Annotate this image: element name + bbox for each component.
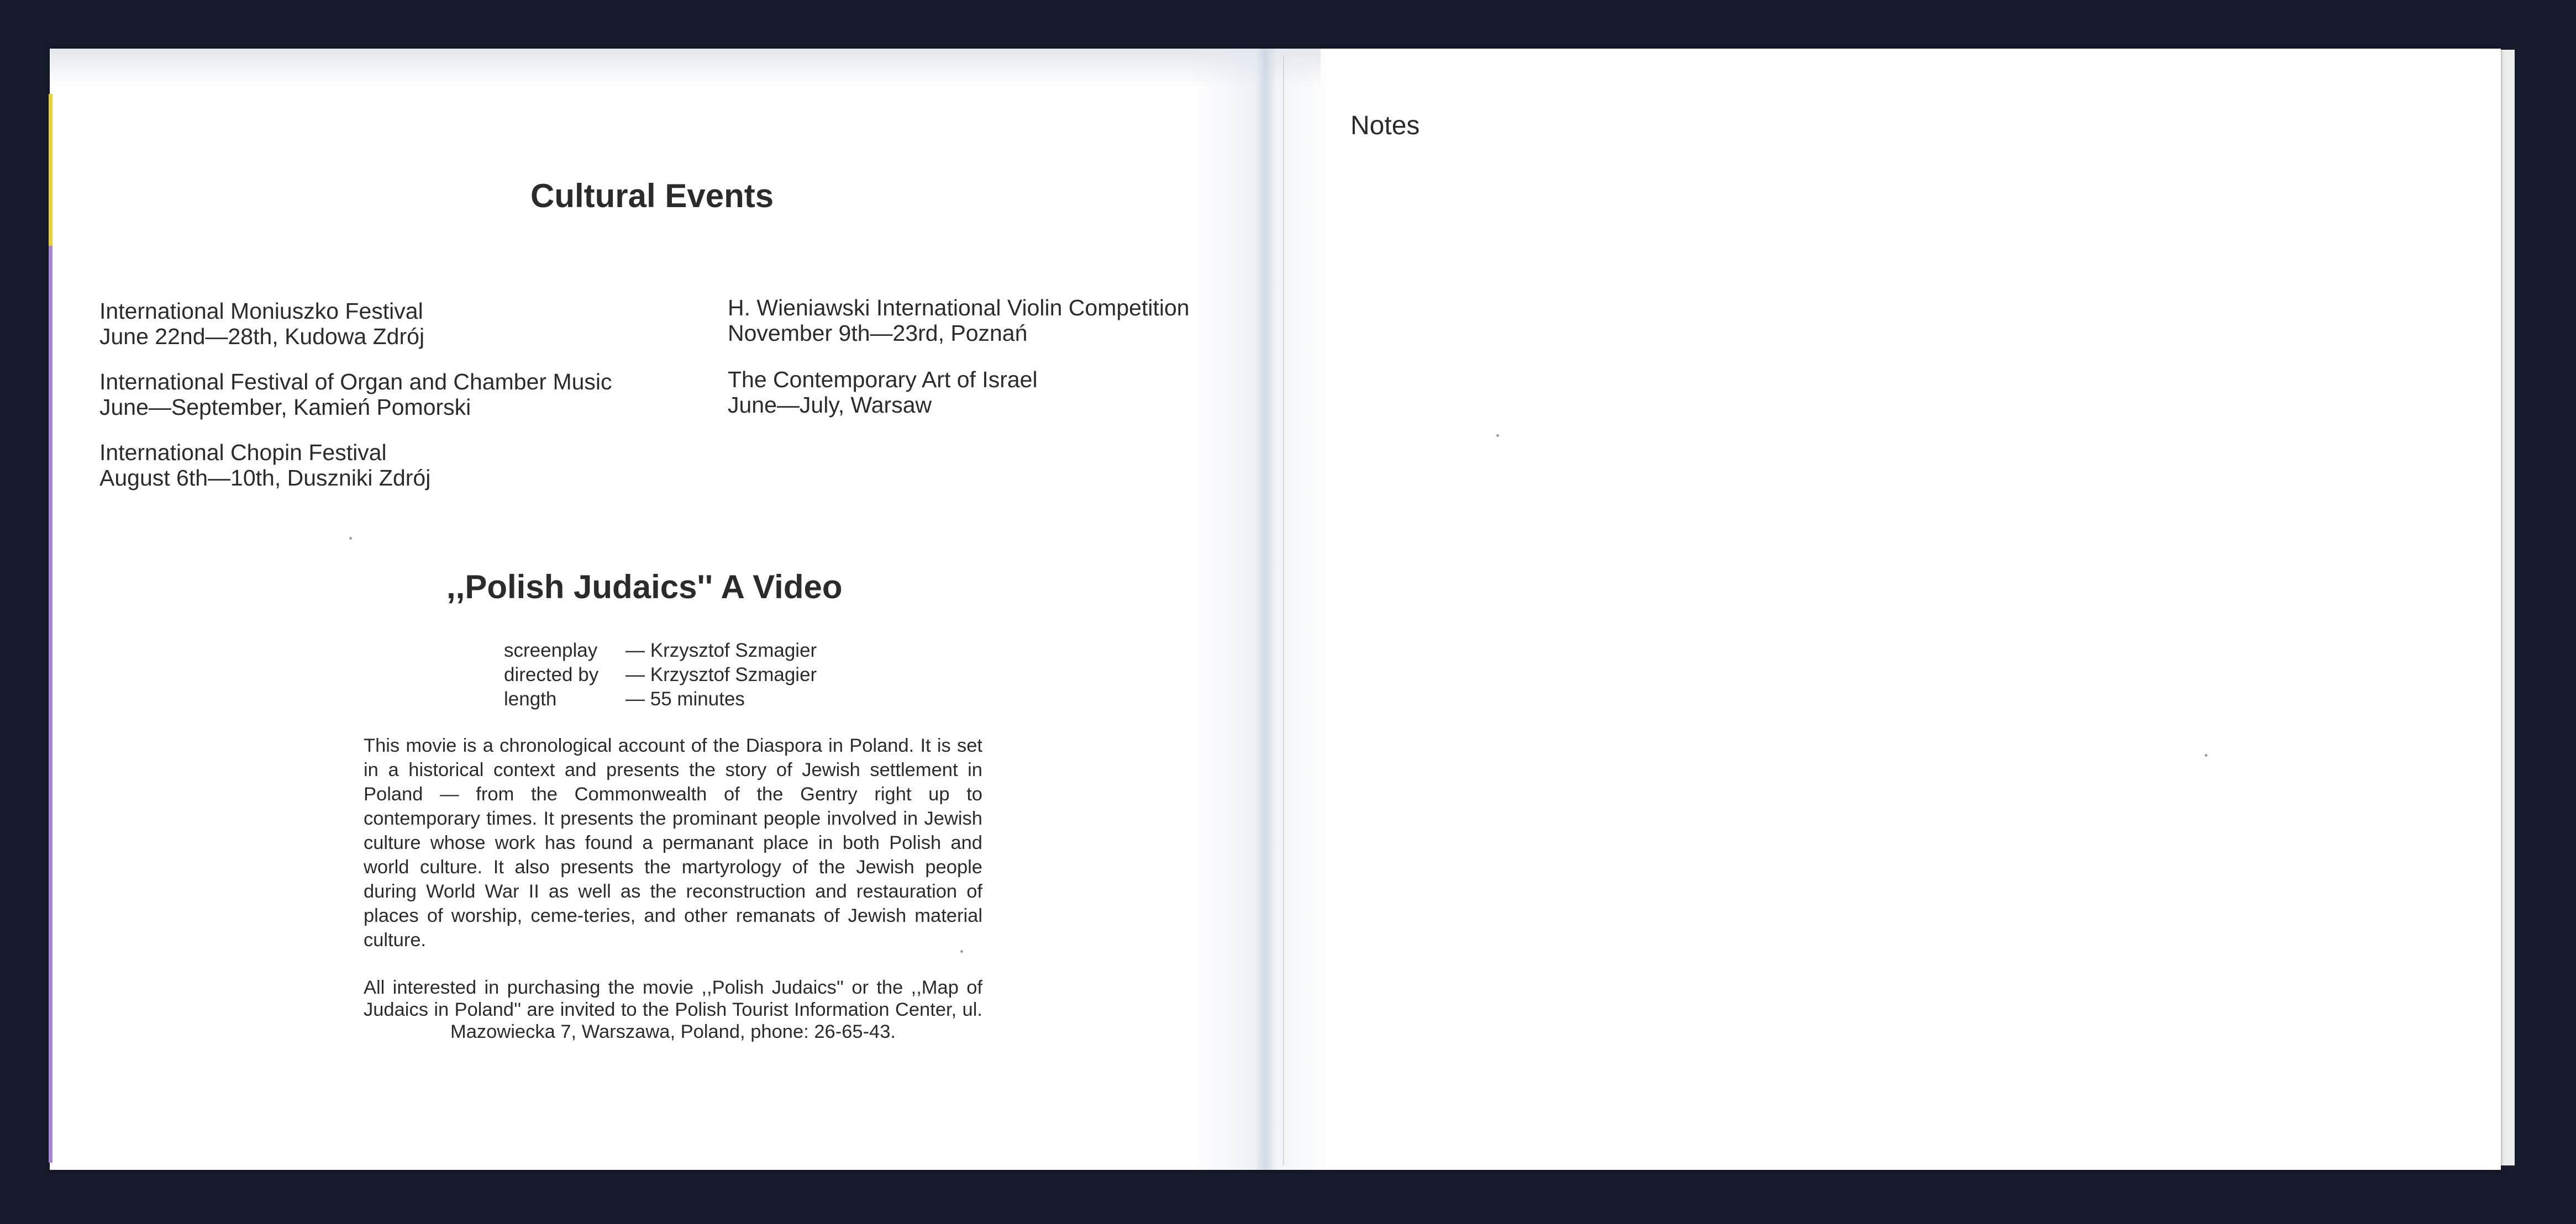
event-name: International Chopin Festival: [99, 440, 387, 465]
top-shadow: [50, 49, 1321, 87]
event-item: [728, 295, 1190, 346]
credit-value: — 55 minutes: [625, 688, 745, 710]
video-heading: ,,Polish Judaics'' A Video: [446, 568, 843, 605]
credit-value: — Krzysztof Szmagier: [625, 640, 817, 661]
notes-label: Notes: [1350, 111, 1420, 140]
edge-stripe-yellow: [49, 94, 52, 246]
credit-row: [504, 663, 817, 687]
scan-speck: [960, 950, 963, 953]
purchase-info: All interested in purchasing the movie ,,Polish Judaics'' or the ,,Map of Judaics in Poland'' are invited to the Polish Tourist Information Center, ul. Mazowiecka 7, Warszawa, Poland, phone: 26-65-43.: [364, 977, 982, 1042]
scan-speck: [349, 537, 352, 540]
event-details: June—July, Warsaw: [728, 392, 932, 418]
credit-role: screenplay: [504, 640, 598, 661]
scan-speck: [1496, 434, 1499, 437]
event-item: [728, 367, 1038, 418]
credit-value: — Krzysztof Szmagier: [625, 664, 817, 685]
spine-shadow: [1194, 49, 1332, 1170]
cultural-events-heading: Cultural Events: [530, 177, 774, 214]
event-name: The Contemporary Art of Israel: [728, 367, 1038, 392]
spine-fold: [1283, 55, 1284, 1165]
event-name: International Festival of Organ and Chamber Music: [99, 369, 612, 394]
scan-speck: [2205, 754, 2207, 757]
event-details: November 9th—23rd, Poznań: [728, 320, 1028, 346]
event-name: H. Wieniawski International Violin Competition: [728, 295, 1190, 320]
video-description: This movie is a chronological account of the Diaspora in Poland. It is set in a historical context and presents the story of Jewish settlement in Poland — from the Commonwealth of the Gentry right up to contemporary times. It presents the prominant people involved in Jewish culture whose work has found a permanant place in both Polish and world culture. It also presents the martyrology of the Jewish people during World War II as well as the reconstruction and restauration of places of worship, ceme-teries, and other remanats of Jewish material culture.: [364, 735, 982, 951]
video-credits: [504, 639, 817, 711]
event-item: [99, 369, 612, 420]
event-item: [99, 298, 424, 349]
event-details: June—September, Kamień Pomorski: [99, 394, 471, 420]
edge-stripe-purple: [49, 246, 52, 1163]
credit-role: length: [504, 688, 557, 710]
credit-role: directed by: [504, 664, 599, 685]
event-details: June 22nd—28th, Kudowa Zdrój: [99, 324, 425, 349]
credit-row: [504, 639, 817, 663]
event-item: [99, 440, 430, 490]
event-name: International Moniuszko Festival: [99, 298, 423, 324]
event-details: August 6th—10th, Duszniki Zdrój: [99, 465, 431, 490]
credit-row: [504, 687, 817, 711]
